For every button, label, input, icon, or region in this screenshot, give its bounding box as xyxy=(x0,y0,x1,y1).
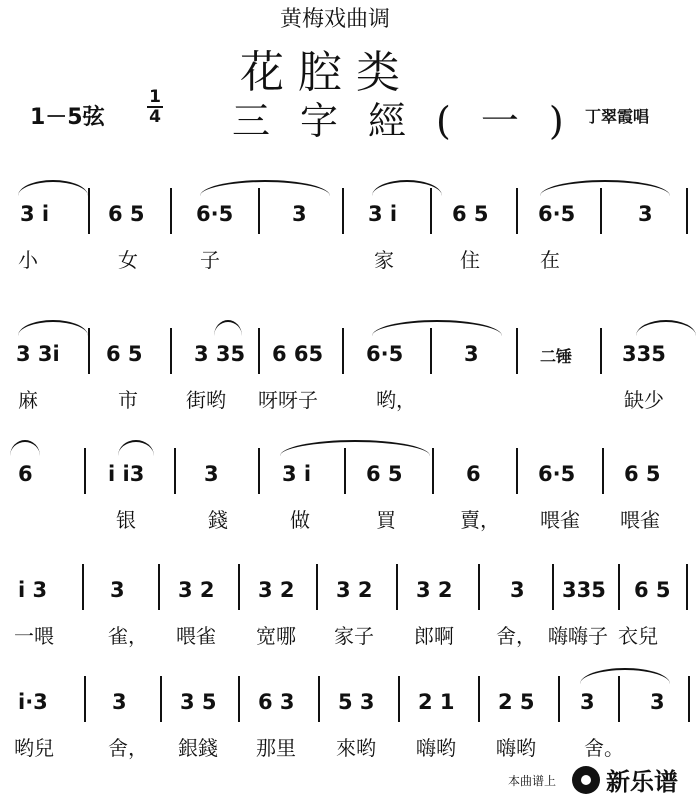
barline xyxy=(602,448,604,494)
lyric: 那里 xyxy=(256,736,296,760)
meter-numerator: 1 xyxy=(149,87,161,107)
note-group: 6 5 xyxy=(624,462,661,486)
barline xyxy=(82,564,84,610)
note-group: 6·5 xyxy=(196,202,234,226)
lyric: 呀呀子 xyxy=(258,388,318,412)
lyric: 市 xyxy=(118,388,138,412)
barline xyxy=(430,188,432,234)
score-row-2 xyxy=(0,320,700,440)
barline xyxy=(158,564,160,610)
key-signature: 1－5弦 xyxy=(30,105,105,130)
barline xyxy=(344,448,346,494)
barline xyxy=(342,328,344,374)
lyric: 舍， xyxy=(496,624,536,648)
barline xyxy=(318,676,320,722)
note-group: 3 xyxy=(204,462,219,486)
percussion-marker: 二锤 xyxy=(540,347,573,366)
barline xyxy=(688,676,690,722)
note-group: i 3 xyxy=(18,578,48,602)
barline xyxy=(600,188,602,234)
lyric: 家子 xyxy=(334,624,374,648)
lyric: 子 xyxy=(200,248,220,272)
note-group: 3 xyxy=(464,342,479,366)
slur xyxy=(18,320,88,336)
note-group: 335 xyxy=(562,578,606,602)
barline xyxy=(618,564,620,610)
genre-heading: 黄梅戏曲调 xyxy=(280,7,391,32)
barline xyxy=(258,448,260,494)
barline xyxy=(396,564,398,610)
note-group: 6 5 xyxy=(634,578,671,602)
note-group: 3 xyxy=(112,690,127,714)
barline xyxy=(316,564,318,610)
note-group: 3 xyxy=(510,578,525,602)
note-group: 3 xyxy=(292,202,307,226)
slur xyxy=(18,180,88,196)
barline xyxy=(174,448,176,494)
lyric: 宽哪 xyxy=(256,624,296,648)
score-row-4 xyxy=(0,556,700,676)
lyric: 家 xyxy=(374,248,394,272)
category-title: 花腔类 xyxy=(240,47,414,98)
record-icon xyxy=(572,766,600,794)
barline xyxy=(478,676,480,722)
lyric: 麻 xyxy=(18,388,38,412)
barline xyxy=(558,676,560,722)
note-group: 3 i xyxy=(20,202,50,226)
barline xyxy=(160,676,162,722)
note-group: 6 5 xyxy=(106,342,143,366)
slur xyxy=(10,440,40,456)
barline xyxy=(432,448,434,494)
note-group: 6 5 xyxy=(366,462,403,486)
lyric: 來哟 xyxy=(336,736,376,760)
slur xyxy=(280,440,430,456)
slur xyxy=(372,320,502,336)
slur xyxy=(580,668,670,684)
lyric: 賣， xyxy=(460,508,500,532)
note-group: 6·5 xyxy=(538,462,576,486)
barline xyxy=(238,564,240,610)
lyric: 買 xyxy=(376,508,396,532)
note-group: 3 i xyxy=(368,202,398,226)
lyric: 喂雀 xyxy=(540,508,580,532)
lyric: 小 xyxy=(18,248,38,272)
score-row-1 xyxy=(0,180,700,300)
note-group: 6·5 xyxy=(366,342,404,366)
slur xyxy=(636,320,696,336)
note-group: 3 2 xyxy=(336,578,373,602)
barline xyxy=(170,188,172,234)
note-group: 3 2 xyxy=(178,578,215,602)
lyric: 喂雀 xyxy=(176,624,216,648)
note-group: 6 5 xyxy=(108,202,145,226)
barline xyxy=(238,676,240,722)
lyric: 舍。 xyxy=(584,736,624,760)
note-group: 3 i xyxy=(282,462,312,486)
lyric: 衣兒 xyxy=(618,624,658,648)
note-group: 3 2 xyxy=(416,578,453,602)
lyric: 哟， xyxy=(376,388,416,412)
lyric: 缺少 xyxy=(624,388,664,412)
barline xyxy=(516,448,518,494)
barline xyxy=(342,188,344,234)
lyric: 銀錢 xyxy=(178,736,218,760)
barline xyxy=(430,328,432,374)
slur xyxy=(214,320,242,336)
note-group: 335 xyxy=(622,342,666,366)
barline xyxy=(686,188,688,234)
barline xyxy=(88,188,90,234)
meter-denominator: 4 xyxy=(149,107,161,127)
note-group: 3 xyxy=(638,202,653,226)
barline xyxy=(552,564,554,610)
note-group: 6·5 xyxy=(538,202,576,226)
lyric: 舍， xyxy=(108,736,148,760)
lyric: 郎啊 xyxy=(414,624,454,648)
note-group: 3 xyxy=(650,690,665,714)
barline xyxy=(84,676,86,722)
slur xyxy=(540,180,670,196)
lyric: 街哟 xyxy=(186,388,226,412)
barline xyxy=(84,448,86,494)
note-group: i·3 xyxy=(18,690,48,714)
barline xyxy=(686,564,688,610)
brand-name: 新乐谱 xyxy=(606,768,678,796)
lyric: 在 xyxy=(540,248,560,272)
note-group: i i3 xyxy=(108,462,145,486)
note-group: 3 35 xyxy=(194,342,246,366)
watermark-caption: 本曲谱上 xyxy=(508,774,557,788)
time-signature xyxy=(145,88,165,126)
lyric: 做 xyxy=(290,508,310,532)
barline xyxy=(516,328,518,374)
brand-logo[interactable] xyxy=(572,762,678,797)
note-group: 3 xyxy=(580,690,595,714)
barline xyxy=(600,328,602,374)
barline xyxy=(170,328,172,374)
lyric: 喂雀 xyxy=(620,508,660,532)
note-group: 6 xyxy=(18,462,33,486)
note-group: 3 5 xyxy=(180,690,217,714)
barline xyxy=(398,676,400,722)
song-title: 三字經(一) xyxy=(232,99,594,143)
note-group: 2 1 xyxy=(418,690,455,714)
note-group: 2 5 xyxy=(498,690,535,714)
lyric: 嗨哟 xyxy=(416,736,456,760)
lyric: 银 xyxy=(116,508,136,532)
lyric: 女 xyxy=(118,248,138,272)
note-group: 3 2 xyxy=(258,578,295,602)
barline xyxy=(516,188,518,234)
slur xyxy=(118,440,154,456)
barline xyxy=(478,564,480,610)
lyric: 嗨嗨子 xyxy=(548,624,608,648)
singer-credit: 丁翠霞唱 xyxy=(585,107,650,126)
note-group: 6 3 xyxy=(258,690,295,714)
slur xyxy=(200,180,330,196)
note-group: 6 xyxy=(466,462,481,486)
note-group: 3 3i xyxy=(16,342,60,366)
barline xyxy=(618,676,620,722)
barline xyxy=(258,328,260,374)
note-group: 6 5 xyxy=(452,202,489,226)
barline xyxy=(88,328,90,374)
lyric: 雀， xyxy=(108,624,148,648)
lyric: 住 xyxy=(460,248,480,272)
barline xyxy=(258,188,260,234)
lyric: 錢 xyxy=(208,508,228,532)
note-group: 3 xyxy=(110,578,125,602)
lyric: 嗨哟 xyxy=(496,736,536,760)
score-row-3 xyxy=(0,440,700,560)
note-group: 6 65 xyxy=(272,342,324,366)
note-group: 5 3 xyxy=(338,690,375,714)
lyric: 一喂 xyxy=(14,624,54,648)
lyric: 哟兒 xyxy=(14,736,54,760)
